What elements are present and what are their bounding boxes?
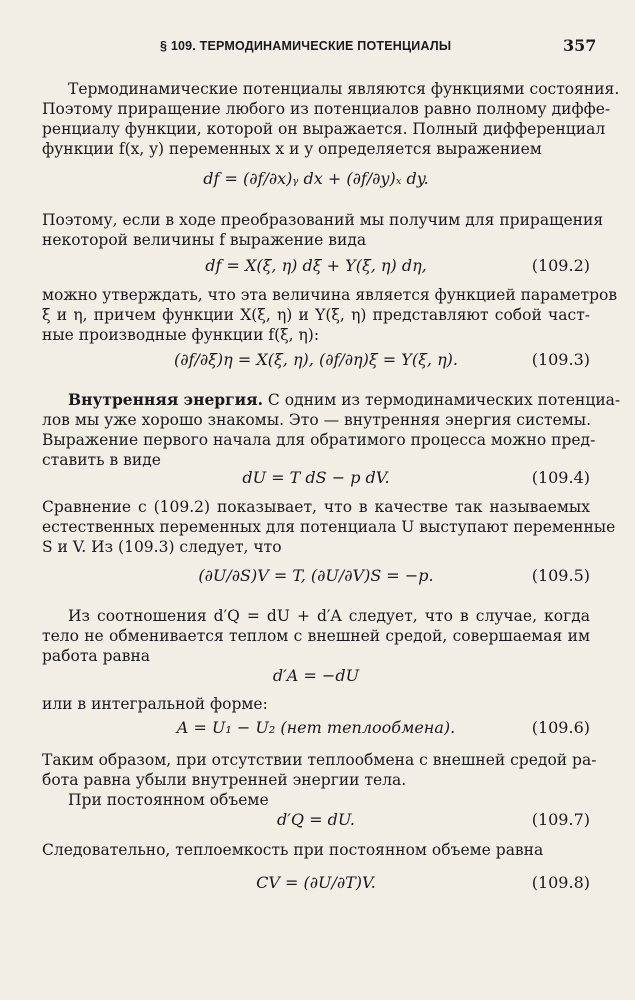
- paragraph-lead: Внутренняя энергия.: [68, 390, 263, 409]
- equation-formula: dU = T dS − p dV.: [242, 468, 390, 487]
- equation-formula: A = U₁ − U₂ (нет теплообмена).: [176, 718, 456, 737]
- text-line: ные производные функции f(ξ, η):: [42, 326, 320, 344]
- equation-number: (109.6): [531, 718, 590, 737]
- equation-number: (109.8): [531, 873, 590, 892]
- text-fragment: С одним из термодинамических потенциа-: [267, 391, 621, 409]
- text-line: Поэтому приращение любого из потенциалов равно полному диффе-: [42, 100, 611, 118]
- text-line: Из соотношения d′Q = dU + d′A следует, что в случае, когда: [68, 607, 590, 625]
- text-line: Термодинамические потенциалы являются функциями состояния.: [68, 80, 620, 98]
- text-line: Таким образом, при отсутствии теплообмена с внешней средой ра-: [42, 751, 597, 769]
- equation-number: (109.2): [531, 256, 590, 275]
- text-line: ренциалу функции, которой он выражается. Полный дифференциал: [42, 120, 606, 138]
- equation-formula: df = (∂f/∂x)ᵧ dx + (∂f/∂y)ₓ dy.: [203, 169, 429, 188]
- equation-109-3: [42, 344, 590, 378]
- text-line: бота равна убыли внутренней энергии тела.: [42, 771, 407, 789]
- equation-formula: (∂f/∂ξ)η = X(ξ, η), (∂f/∂η)ξ = Y(ξ, η).: [174, 350, 458, 369]
- text-line: тело не обменивается теплом с внешней средой, совершаемая им: [42, 627, 590, 645]
- text-line: естественных переменных для потенциала U выступают переменные: [42, 518, 616, 536]
- equation-formula: CV = (∂U/∂T)V.: [256, 873, 376, 892]
- text-line: Выражение первого начала для обратимого процесса можно пред-: [42, 431, 596, 449]
- equation-number: (109.4): [531, 468, 590, 487]
- text-line: функции f(x, y) переменных x и y определяется выражением: [42, 140, 542, 158]
- equation-109-7: [42, 804, 590, 838]
- text-line: Следовательно, теплоемкость при постоянном объеме равна: [42, 841, 544, 859]
- equation-formula: d′Q = dU.: [277, 810, 355, 829]
- text-line: ставить в виде: [42, 451, 161, 469]
- text-line: Сравнение с (109.2) показывает, что в качестве так называемых: [42, 498, 590, 516]
- equation-number: (109.3): [531, 350, 590, 369]
- text-line: работа равна: [42, 647, 151, 665]
- page-number: 357: [563, 36, 597, 55]
- text-line: [42, 390, 621, 410]
- equation-number: (109.5): [531, 566, 590, 585]
- equation-109-2: [42, 250, 590, 284]
- text-line: можно утверждать, что эта величина является функцией параметров: [42, 286, 618, 304]
- text-line: некоторой величины f выражение вида: [42, 231, 367, 249]
- equation-109-5: [42, 560, 590, 594]
- equation-formula: df = X(ξ, η) dξ + Y(ξ, η) dη,: [205, 256, 427, 275]
- text-line: ξ и η, причем функции X(ξ, η) и Y(ξ, η) представляют собой част-: [42, 306, 590, 324]
- text-line: S и V. Из (109.3) следует, что: [42, 538, 282, 556]
- equation-formula: (∂U/∂S)V = T, (∂U/∂V)S = −p.: [198, 566, 434, 585]
- equation-formula: d′A = −dU: [272, 666, 360, 685]
- equation-number: (109.7): [531, 810, 590, 829]
- equation-df: [42, 163, 590, 197]
- section-title: § 109. ТЕРМОДИНАМИЧЕСКИЕ ПОТЕНЦИАЛЫ: [160, 39, 452, 53]
- equation-dA: [42, 660, 590, 694]
- equation-109-6: [42, 712, 590, 746]
- text-line: лов мы уже хорошо знакомы. Это — внутренняя энергия системы.: [42, 411, 592, 429]
- text-line: или в интегральной форме:: [42, 695, 268, 713]
- equation-109-8: [42, 867, 590, 901]
- page-header: [0, 34, 635, 58]
- text-line: Поэтому, если в ходе преобразований мы получим для приращения: [42, 211, 604, 229]
- text-line: При постоянном объеме: [68, 791, 269, 809]
- equation-109-4: [42, 462, 590, 496]
